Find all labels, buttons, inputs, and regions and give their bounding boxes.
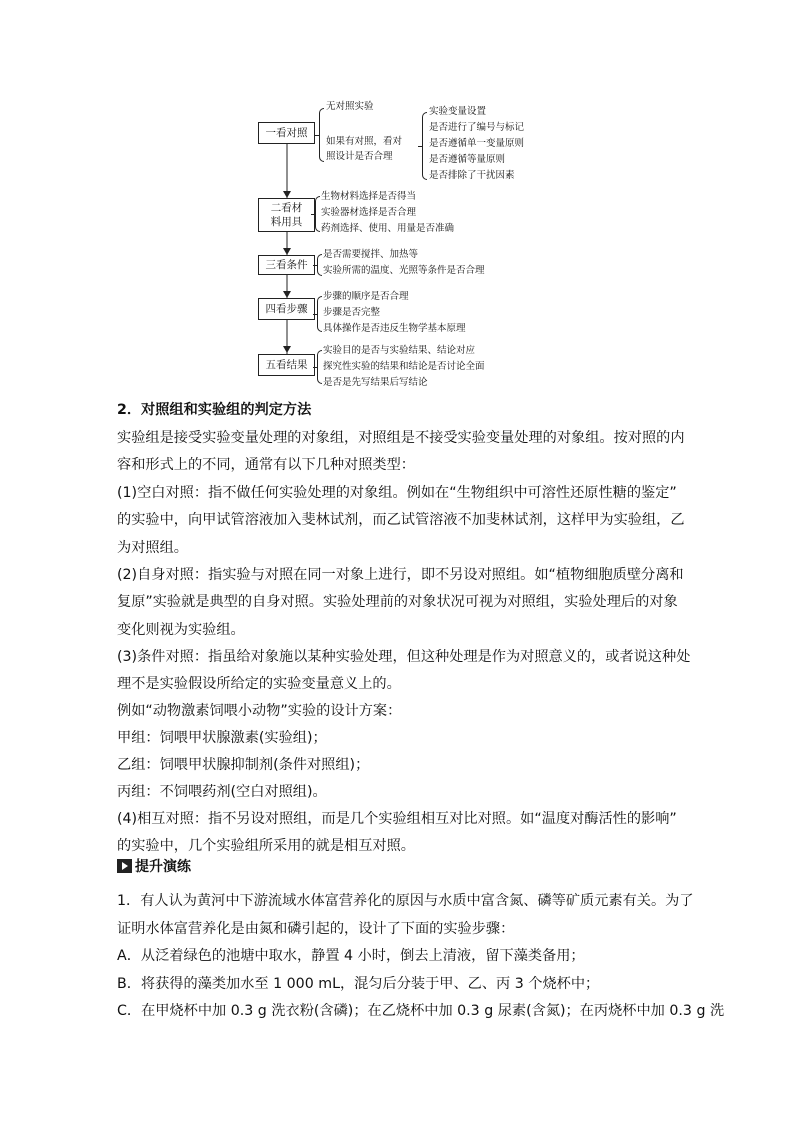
- brace: [422, 112, 427, 180]
- flow-sub-text: 是否遵循等量原则: [429, 154, 506, 165]
- flow-item-text: 具体操作是否违反生物学基本原理: [323, 323, 466, 334]
- play-triangle-icon: [117, 859, 132, 873]
- body-line: 的实验中，几个实验组所采用的就是相互对照。: [117, 838, 415, 854]
- flow-sub-text: 是否进行了编号与标记: [429, 122, 525, 133]
- arrow-head-icon: [283, 191, 291, 198]
- body-line: 理不是实验假设所给定的实验变量意义上的。: [117, 676, 401, 692]
- body-line: 容和形式上的不同，通常有以下几种对照类型：: [117, 457, 415, 473]
- flow-item-text: 实验器材选择是否合理: [321, 207, 417, 218]
- brace: [315, 196, 320, 232]
- flow-box-label-line1: 二看材: [270, 202, 303, 214]
- question-line: C．在甲烧杯中加 0.3 g 洗衣粉(含磷)；在乙烧杯中加 0.3 g 尿素(含氮)；在丙烧杯中加 0.3 g 洗: [117, 1003, 725, 1019]
- flow-branch-text: 如果有对照，看对: [326, 136, 403, 147]
- flow-item-text: 生物材料选择是否得当: [321, 191, 417, 202]
- arrow-head-icon: [283, 346, 291, 353]
- body-line: 变化则视为实验组。: [117, 622, 245, 638]
- flow-box-step4: [258, 298, 315, 320]
- flow-box-label: 一看对照: [265, 127, 308, 139]
- flow-box-step1: [258, 122, 315, 144]
- body-line: 实验组是接受实验变量处理的对象组，对照组是不接受实验变量处理的对象组。按对照的内: [117, 430, 685, 446]
- brace: [317, 254, 322, 276]
- flow-sub-text: 是否遵循单一变量原则: [429, 138, 525, 149]
- flow-item-text: 是否是先写结果后写结论: [323, 377, 428, 388]
- body-line: 例如“动物激素饲喂小动物”实验的设计方案：: [117, 703, 402, 719]
- body-line: 丙组：不饲喂药剂(空白对照组)。: [117, 784, 327, 800]
- flow-box-label: 三看条件: [265, 259, 308, 271]
- question-line: 1．有人认为黄河中下游流域水体富营养化的原因与水质中富含氮、磷等矿质元素有关。为了: [117, 893, 694, 909]
- arrow-head-icon: [283, 291, 291, 298]
- flow-branch-text: 无对照实验: [326, 101, 374, 112]
- flow-box-step2: [258, 198, 315, 232]
- flow-box-label: 五看结果: [265, 359, 308, 371]
- flow-box-step3: [258, 255, 315, 275]
- body-line: 为对照组。: [117, 540, 188, 556]
- flow-sub-text: 是否排除了干扰因素: [429, 170, 515, 181]
- body-line: (3)条件对照：指虽给对象施以某种实验处理，但这种处理是作为对照意义的，或者说这种处: [117, 649, 691, 665]
- flow-item-text: 药剂选择、使用、用量是否准确: [321, 223, 455, 234]
- flow-sub-text: 实验变量设置: [429, 106, 487, 117]
- brace: [319, 108, 324, 162]
- flow-item-text: 实验目的是否与实验结果、结论对应: [323, 345, 476, 356]
- flow-item-text: 探究性实验的结果和结论是否讨论全面: [323, 361, 485, 372]
- practice-heading-label: 提升演练: [135, 859, 191, 875]
- body-line: 乙组：饲喂甲状腺抑制剂(条件对照组)；: [117, 757, 370, 773]
- flow-item-text: 步骤是否完整: [323, 307, 381, 318]
- flow-box-step5: [258, 354, 315, 376]
- flow-branch-text: 照设计是否合理: [326, 151, 393, 162]
- body-line: (4)相互对照：指不另设对照组，而是几个实验组相互对比对照。如“温度对酶活性的影响”: [117, 811, 677, 827]
- body-line: 复原”实验就是典型的自身对照。实验处理前的对象状况可视为对照组，实验处理后的对象: [117, 594, 678, 610]
- body-line: 的实验中，向甲试管溶液加入斐林试剂，而乙试管溶液不加斐林试剂，这样甲为实验组，乙: [117, 512, 685, 528]
- arrow-head-icon: [283, 248, 291, 255]
- flow-box-label-line2: 料用具: [270, 216, 303, 228]
- question-line: 证明水体富营养化是由氮和磷引起的，设计了下面的实验步骤：: [117, 921, 515, 937]
- body-line: (2)自身对照：指实验与对照在同一对象上进行，即不另设对照组。如“植物细胞质壁分离和: [117, 567, 684, 583]
- flow-box-label: 四看步骤: [265, 303, 308, 315]
- brace: [317, 296, 322, 332]
- flow-item-text: 实验所需的温度、光照等条件是否合理: [323, 265, 485, 276]
- practice-heading: [117, 856, 191, 876]
- flow-item-text: 是否需要搅拌、加热等: [323, 249, 419, 260]
- body-line: (1)空白对照：指不做任何实验处理的对象组。例如在“生物组织中可溶性还原性糖的鉴定”: [117, 485, 677, 501]
- question-line: B．将获得的藻类加水至 1 000 mL，混匀后分装于甲、乙、丙 3 个烧杯中；: [117, 976, 600, 992]
- question-line: A．从泛着绿色的池塘中取水，静置 4 小时，倒去上清液，留下藻类备用；: [117, 948, 585, 964]
- brace: [317, 350, 322, 384]
- body-line: 甲组：饲喂甲状腺激素(实验组)；: [117, 730, 327, 746]
- flow-item-text: 步骤的顺序是否合理: [323, 291, 409, 302]
- section-title: 2．对照组和实验组的判定方法: [117, 402, 312, 418]
